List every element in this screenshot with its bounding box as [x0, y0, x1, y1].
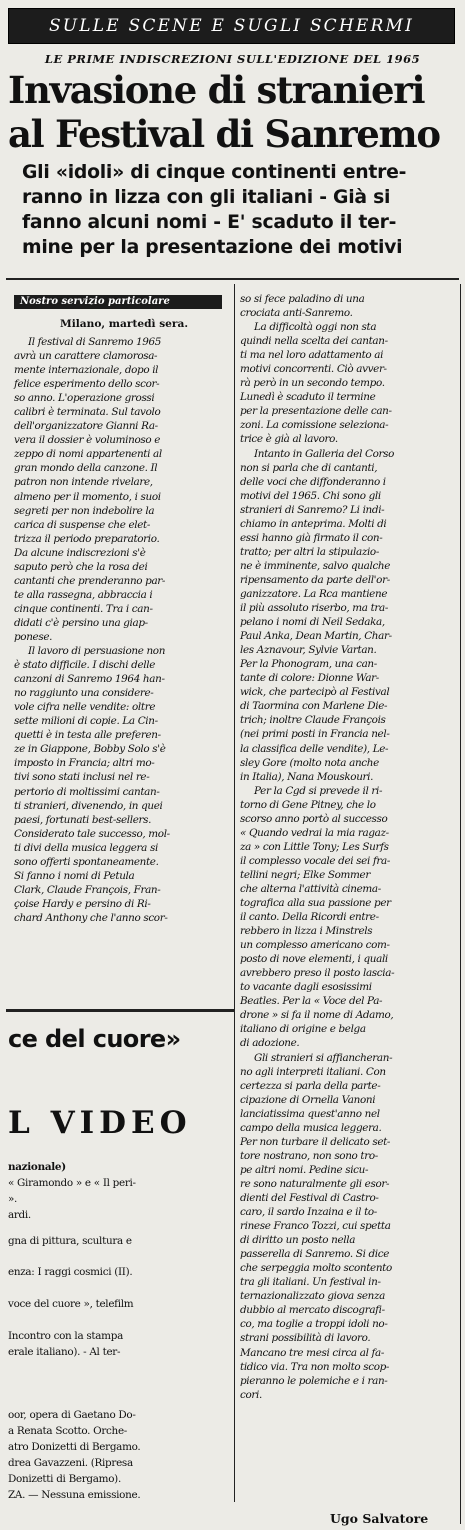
article-text-line: felice esperimento dello scor-	[14, 378, 160, 391]
article-text-line: posto di nove elementi, i quali	[240, 953, 388, 966]
article-text-line: didati c'è persino una giap-	[14, 616, 148, 629]
article-text-line: saputo però che la rosa dei	[14, 560, 148, 573]
article-text-line: Per la Phonogram, una can-	[240, 658, 377, 671]
article-text-line: un complesso americano com-	[240, 939, 390, 952]
article-text-line: di adozione.	[240, 1037, 300, 1050]
article-text-line: Lunedì è scaduto il termine	[240, 391, 376, 404]
article-text-line: Si fanno i nomi di Petula	[14, 869, 135, 882]
article-text-line: sley Gore (molto nota anche	[240, 756, 379, 769]
article-text-line: cipazione di Ornella Vanoni	[240, 1093, 376, 1106]
article-text-line: ti divi della musica leggera si	[14, 841, 158, 854]
article-text-line: re sono naturalmente gli esor-	[240, 1177, 390, 1190]
schedule-line: nazionale)	[8, 1161, 66, 1173]
article-text-line: Per non turbare il delicato set-	[240, 1135, 391, 1148]
article-text-line: di Taormina con Marlene Die-	[240, 700, 388, 713]
subheadline	[22, 160, 452, 260]
article-text-line: wick, che partecipò al Festival	[240, 686, 390, 699]
article-text-line: essi hanno già firmato il con-	[240, 531, 383, 544]
column-divider-right	[460, 284, 461, 1524]
header-rule	[6, 278, 459, 280]
article-text-line: çoise Hardy e persino di Ri-	[14, 897, 151, 910]
article-text-line: rinese Franco Tozzi, cui spetta	[240, 1220, 391, 1233]
article-text-line: di diritto un posto nella	[240, 1234, 356, 1247]
article-text-line: vole cifra nelle vendite: oltre	[14, 701, 156, 714]
article-text-line: che alterna l'attività cinema-	[240, 882, 381, 895]
schedule-line: Donizetti di Bergamo).	[8, 1472, 121, 1485]
schedule-line: « Giramondo » e « Il peri-	[8, 1176, 136, 1189]
article-text-line: tellini negri; Elke Sommer	[240, 868, 370, 881]
article-text-line: Beatles. Per la « Voce del Pa-	[240, 995, 383, 1008]
tv-listings-heading: L VIDEO	[8, 1105, 192, 1141]
article-text-line: lanciatissima quest'anno nel	[240, 1107, 380, 1120]
article-text-line: avrà un carattere clamorosa-	[14, 350, 158, 363]
schedule-line: voce del cuore », telefilm	[8, 1298, 134, 1311]
schedule-line: enza: I raggi cosmici (II).	[8, 1266, 133, 1279]
article-text-line: è stato difficile. I dischi delle	[14, 659, 155, 672]
article-text-line: ternazionalizzato giova senza	[240, 1290, 385, 1303]
author-signature: Ugo Salvatore	[330, 1511, 429, 1526]
article-text-line: Intanto in Galleria del Corso	[254, 447, 395, 460]
article-text-line: te alla rassegna, abbraccia i	[14, 588, 153, 601]
article-text-line: campo della musica leggera.	[240, 1121, 382, 1134]
article-text-line: tivi sono stati inclusi nel re-	[14, 771, 150, 784]
section-banner	[8, 8, 455, 44]
article-text-line: trizza il periodo preparatorio.	[14, 532, 160, 545]
article-text-line: cinque continenti. Tra i can-	[14, 602, 153, 615]
article-text-line: il più assoluto riserbo, ma tra-	[240, 602, 389, 615]
schedule-line: ».	[8, 1192, 18, 1205]
article-text-line: sono offerti spontaneamente.	[14, 855, 159, 868]
article-text-line: tratto; per altri la stipulazio-	[240, 545, 379, 558]
article-text-line: pieranno le polemiche e i ran-	[240, 1374, 388, 1387]
dateline: Milano, martedì sera.	[60, 318, 189, 330]
article-text-line: ganizzatore. La Rca mantiene	[240, 587, 388, 600]
article-text-line: ne è imminente, salvo qualche	[240, 559, 391, 572]
article-text-line: pelano i nomi di Neil Sedaka,	[240, 616, 385, 629]
article-text-line: rà però in un secondo tempo.	[240, 377, 385, 390]
article-text-line: pe altri nomi. Pedine sicu-	[240, 1163, 369, 1176]
article-text-line: cantanti che prenderanno par-	[14, 574, 166, 587]
article-text-line: che serpeggia molto scontento	[240, 1262, 392, 1275]
schedule-line: Incontro con la stampa	[8, 1329, 123, 1342]
article-text-line: chard Anthony che l'anno scor-	[14, 911, 168, 924]
schedule-line: drea Gavazzeni. (Ripresa	[8, 1457, 133, 1470]
subheadline-line: Gli «idoli» di cinque continenti entre-	[22, 162, 407, 183]
article-text-line: dubbio al mercato discografi-	[240, 1304, 385, 1317]
article-text-line: per la presentazione delle can-	[240, 405, 392, 418]
article-text-line: scorso anno portò al successo	[240, 812, 388, 825]
article-text-line: mente internazionale, dopo il	[14, 364, 159, 377]
article-text-line: zeppo di nomi appartenenti al	[14, 448, 162, 461]
article-text-line: « Quando vedrai la mia ragaz-	[240, 826, 389, 839]
article-text-line: il canto. Della Ricordi entre-	[240, 911, 379, 924]
kicker-line: LE PRIME INDISCREZIONI SULL'EDIZIONE DEL 1965	[44, 52, 421, 66]
article-text-line: no raggiunto una considere-	[14, 687, 154, 700]
article-text-line: vera il dossier è voluminoso e	[14, 434, 161, 447]
schedule-line: ZA. — Nessuna emissione.	[8, 1488, 141, 1501]
schedule-line: oor, opera di Gaetano Do-	[8, 1409, 136, 1422]
article-text-line: crociata anti-Sanremo.	[240, 307, 353, 320]
article-text-line: za » con Little Tony; Les Surfs	[240, 840, 389, 853]
article-text-line: tografica alla sua passione per	[240, 897, 391, 910]
article-text-line: carica di suspense che elet-	[14, 518, 151, 531]
article-text-line: motivi concorrenti. Ciò avver-	[240, 363, 387, 376]
tv-section-heading: ce del cuore»	[8, 1025, 181, 1053]
article-text-line: so si fece paladino di una	[240, 293, 365, 305]
article-text-line: calibri è terminata. Sul tavolo	[14, 406, 161, 419]
article-column-2	[240, 292, 394, 1402]
schedule-line	[8, 1392, 140, 1408]
article-text-line: patron non intende rivelare,	[14, 476, 153, 489]
article-text-line: ze in Giappone, Bobby Solo s'è	[14, 743, 166, 756]
headline	[8, 68, 460, 156]
article-text-line: gran mondo della canzone. Il	[14, 462, 158, 475]
article-text-line: Il festival di Sanremo 1965	[28, 336, 162, 348]
article-text-line: La difficoltà oggi non sta	[254, 321, 377, 334]
article-text-line: stranieri di Sanremo? Li indi-	[240, 503, 385, 516]
article-text-line: tidico via. Tra non molto scop-	[240, 1360, 390, 1373]
headline-line: al Festival di Sanremo	[8, 112, 440, 156]
article-text-line: Da alcune indiscrezioni s'è	[14, 546, 146, 559]
schedule-line: ardi.	[8, 1208, 31, 1221]
subheadline-line: ranno in lizza con gli italiani - Già si	[22, 187, 391, 208]
article-text-line: tra gli italiani. Un festival in-	[240, 1276, 381, 1289]
article-text-line: strani possibilità di lavoro.	[240, 1332, 371, 1345]
article-text-line: la classifica delle vendite), Le-	[240, 742, 389, 755]
article-text-line: paesi, fortunati best-sellers.	[14, 813, 152, 826]
article-text-line: quindi nella scelta dei cantan-	[240, 335, 388, 348]
schedule-line: gna di pittura, scultura e	[8, 1234, 132, 1247]
article-text-line: canzoni di Sanremo 1964 han-	[14, 673, 165, 686]
article-text-line: delle voci che diffonderanno i	[240, 475, 386, 488]
article-text-line: cori.	[240, 1388, 262, 1401]
article-text-line: Per la Cgd si prevede il ri-	[254, 784, 383, 797]
article-text-line: il complesso vocale dei sei fra-	[240, 854, 390, 867]
article-text-line: no agli interpreti italiani. Con	[240, 1065, 386, 1078]
column-divider	[234, 284, 235, 1502]
subheadline-line: mine per la presentazione dei motivi	[22, 237, 403, 258]
article-text-line: Il lavoro di persuasione non	[28, 645, 166, 658]
article-text-line: tore nostrano, non sono tro-	[240, 1149, 378, 1162]
article-text-line: non si parla che di cantanti,	[240, 461, 378, 474]
article-text-line: ti ma nel loro adattamento ai	[240, 349, 384, 362]
schedule-line	[8, 1281, 140, 1297]
subheadline-line: fanno alcuni nomi - E' scaduto il ter-	[22, 212, 397, 233]
tv-schedule	[8, 1160, 140, 1504]
service-badge: Nostro servizio particolare	[14, 295, 222, 309]
section-banner-text: SULLE SCENE E SUGLI SCHERMI	[48, 16, 415, 36]
section-rule	[6, 1009, 234, 1012]
article-text-line: passerella di Sanremo. Si dice	[240, 1248, 390, 1261]
article-text-line: dell'organizzatore Gianni Ra-	[14, 420, 158, 433]
article-text-line: torno di Gene Pitney, che lo	[240, 798, 376, 811]
article-text-line: so anno. L'operazione grossi	[14, 392, 155, 405]
article-text-line: motivi del 1965. Chi sono gli	[240, 489, 381, 502]
schedule-line	[8, 1361, 140, 1377]
article-text-line: certezza si parla della parte-	[240, 1079, 381, 1092]
article-text-line: dienti del Festival di Castro-	[240, 1192, 379, 1204]
schedule-line: erale italiano). - Al ter-	[8, 1345, 121, 1358]
article-text-line: tante di colore: Dionne War-	[240, 672, 379, 685]
article-text-line: pertorio di moltissimi cantan-	[14, 785, 160, 798]
article-text-line: italiano di origine e belga	[240, 1023, 366, 1036]
schedule-line	[8, 1377, 140, 1393]
article-text-line: ti stranieri, divenendo, in quei	[14, 799, 163, 812]
article-text-line: Mancano tre mesi circa al fa-	[240, 1346, 384, 1359]
article-text-line: (nei primi posti in Francia nel-	[240, 728, 390, 741]
schedule-line: atro Donizetti di Bergamo.	[8, 1441, 141, 1454]
schedule-line	[8, 1313, 140, 1329]
article-text-line: caro, il sardo Inzaina e il to-	[240, 1206, 377, 1219]
article-text-line: avrebbero preso il posto lascia-	[240, 967, 395, 980]
article-text-line: co, ma toglie a troppi idoli no-	[240, 1318, 388, 1331]
article-text-line: almeno per il momento, i suoi	[14, 490, 161, 503]
article-text-line: rebbero in lizza i Minstrels	[240, 925, 373, 938]
article-text-line: quetti è in testa alle preferen-	[14, 729, 161, 742]
article-text-line: drone » si fa il nome di Adamo,	[240, 1009, 394, 1022]
article-text-line: sette milioni di copie. La Cin-	[14, 715, 158, 728]
article-text-line: trich; inoltre Claude François	[240, 714, 386, 727]
article-text-line: zoni. La comissione seleziona-	[240, 419, 389, 432]
article-text-line: Gli stranieri si affiancheran-	[254, 1051, 393, 1064]
article-text-line: les Aznavour, Sylvie Vartan.	[240, 644, 377, 657]
schedule-line	[8, 1224, 140, 1234]
schedule-line: a Renata Scotto. Orche-	[8, 1425, 128, 1438]
article-text-line: Clark, Claude François, Fran-	[14, 883, 161, 896]
article-text-line: trice è già al lavoro.	[240, 433, 338, 446]
article-column-1	[14, 335, 170, 925]
article-text-line: ponese.	[14, 630, 53, 643]
article-text-line: imposto in Francia; altri mo-	[14, 757, 155, 770]
article-text-line: chiamo in anteprima. Molti di	[240, 517, 387, 530]
article-text-line: Paul Anka, Dean Martin, Char-	[240, 630, 392, 643]
article-text-line: to vacante dagli esosissimi	[240, 981, 372, 994]
article-text-line: in Italia), Nana Mouskouri.	[240, 770, 374, 783]
article-text-line: ripensamento da parte dell'or-	[240, 573, 390, 586]
article-text-line: segreti per non indebolire la	[14, 504, 155, 517]
schedule-line	[8, 1249, 140, 1265]
article-text-line: Considerato tale successo, mol-	[14, 827, 170, 840]
headline-line: Invasione di stranieri	[8, 68, 425, 112]
